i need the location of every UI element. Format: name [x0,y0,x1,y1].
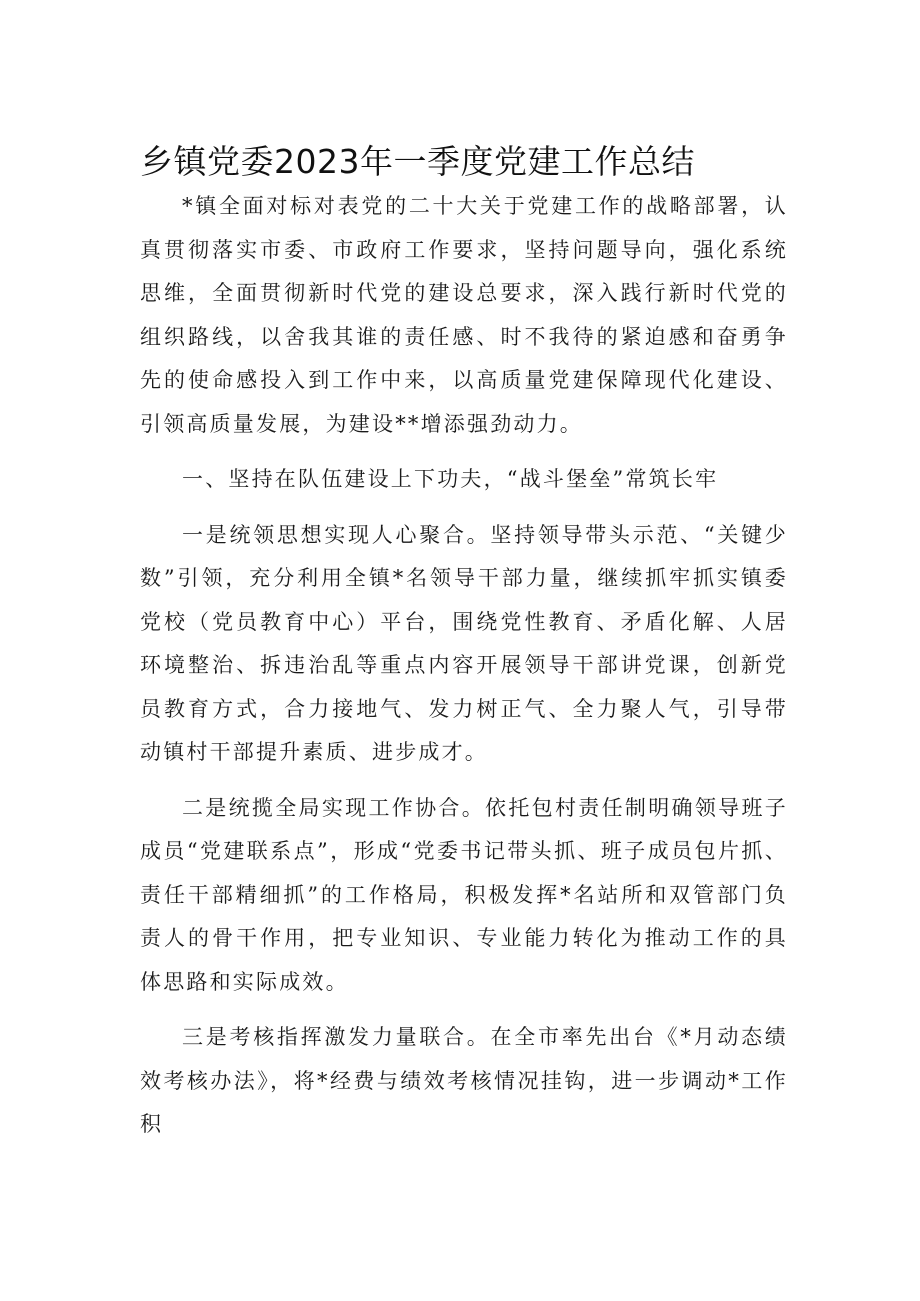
intro-paragraph: *镇全面对标对表党的二十大关于党建工作的战略部署，认真贯彻落实市委、市政府工作要求，坚持问题导向，强化系统思维，全面贯彻新时代党的建设总要求，深入践行新时代党的组织路线，以舍我其谁的责任感、时不我待的紧迫感和奋勇争先的使命感投入到工作中来，以高质量党建保障现代化建设、引领高质量发展，为建设**增添强劲动力。 [140,194,788,436]
body-paragraph: 二是统揽全局实现工作协合。依托包村责任制明确领导班子成员“党建联系点”，形成“党委书记带头抓、班子成员包片抓、责任干部精细抓”的工作格局，积极发挥*名站所和双管部门负责人的骨干作用，把专业知识、专业能力转化为推动工作的具体思路和实际成效。 [140,795,788,994]
document-body [140,185,788,1159]
document-title: 乡镇党委2023年一季度党建工作总结 [140,142,695,181]
body-paragraph: 三是考核指挥激发力量联合。在全市率先出台《*月动态绩效考核办法》，将*经费与绩效考核情况挂钩，进一步调动*工作积 [140,1025,788,1136]
body-paragraph: 一是统领思想实现人心聚合。坚持领导带头示范、“关键少数”引领，充分利用全镇*名领导干部力量，继续抓牢抓实镇委党校（党员教育中心）平台，围绕党性教育、矛盾化解、人居环境整治、拆违治乱等重点内容开展领导干部讲党课，创新党员教育方式，合力接地气、发力树正气、全力聚人气，引导带动镇村干部提升素质、进步成才。 [140,522,788,764]
section-heading: 一、坚持在队伍建设上下功夫，“战斗堡垒”常筑长牢 [182,467,719,491]
